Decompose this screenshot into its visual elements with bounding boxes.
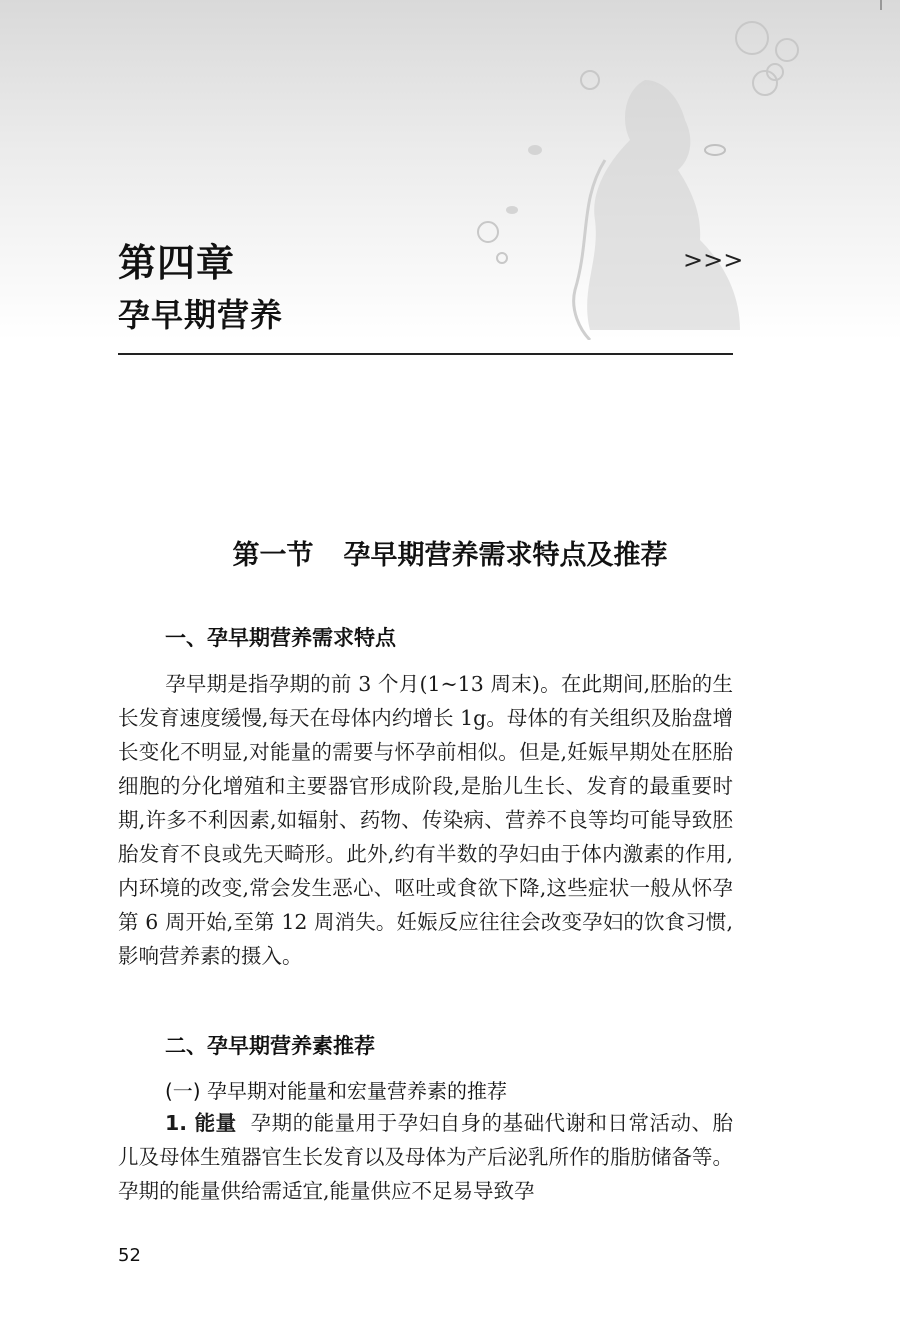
pregnant-woman-illustration <box>440 10 800 340</box>
chapter-divider <box>118 353 733 355</box>
chapter-arrows: >>> <box>683 246 744 274</box>
energy-text: 孕期的能量用于孕妇自身的基础代谢和日常活动、胎儿及母体生殖器官生长发育以及母体为产后泌乳所作的脂肪储备等。孕期的能量供给需适宜,能量供应不足易导致孕 <box>118 1111 733 1203</box>
section-label: 第一节 <box>232 540 314 571</box>
subsection-1-paragraph <box>118 667 733 973</box>
energy-label: 1. 能量 <box>165 1111 237 1135</box>
section-heading: 孕早期营养需求特点及推荐 <box>343 540 668 571</box>
subsection-2-heading: 二、孕早期营养素推荐 <box>165 1034 375 1058</box>
subsection-1-paragraph-text: 孕早期是指孕期的前 3 个月(1~13 周末)。在此期间,胚胎的生长发育速度缓慢,每天在母体内约增长 1g。母体的有关组织及胎盘增长变化不明显,对能量的需要与怀孕前相似。但是,妊娠早期处在胚胎细胞的分化增殖和主要器官形成阶段,是胎儿生长、发育的最重要时期,许多不利因素,如辐射、药物、传染病、营养不良等均可能导致胚胎发育不良或先天畸形。此外,约有半数的孕妇由于体内激素的作用,内环境的改变,常会发生恶心、呕吐或食欲下降,这些症状一般从怀孕第 6 周开始,至第 12 周消失。妊娠反应往往会改变孕妇的饮食习惯,影响营养素的摄入。 <box>118 672 733 968</box>
section-title <box>0 533 900 572</box>
subsection-1-heading: 一、孕早期营养需求特点 <box>165 626 396 650</box>
chapter-number: 第四章 <box>118 241 236 285</box>
page-number: 52 <box>118 1245 141 1266</box>
chapter-title: 孕早期营养 <box>118 296 284 334</box>
crop-mark <box>880 0 882 10</box>
energy-paragraph <box>118 1106 733 1208</box>
subsection-2-subheading: (一) 孕早期对能量和宏量营养素的推荐 <box>165 1079 507 1103</box>
